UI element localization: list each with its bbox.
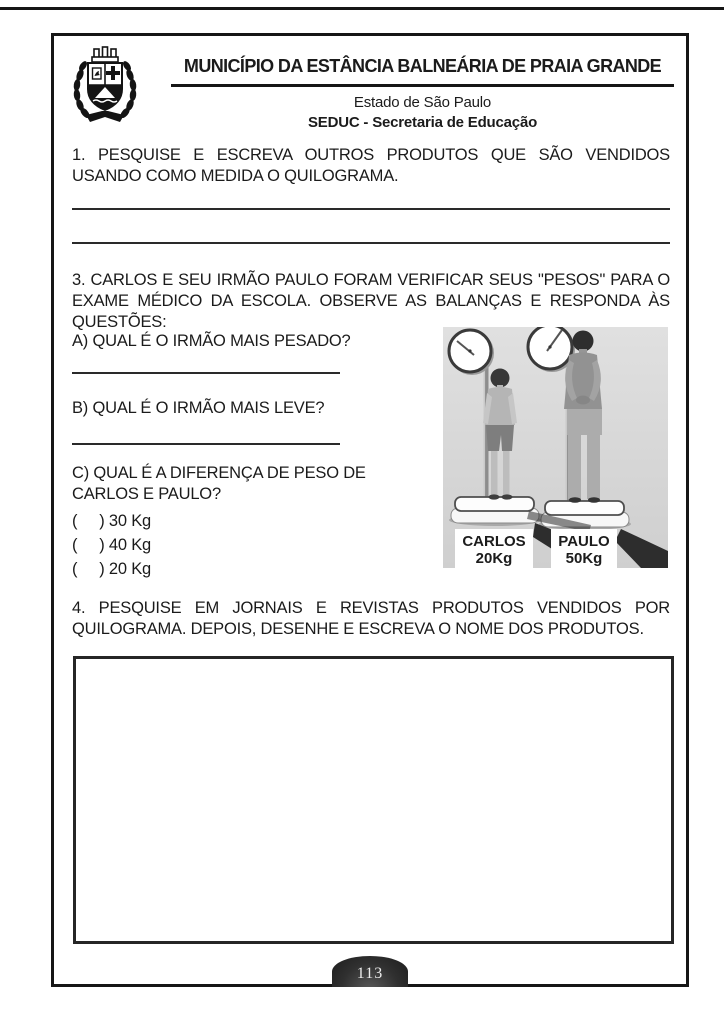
question-4-text: 4. PESQUISE EM JORNAIS E REVISTAS PRODUTOS VENDIDOS POR QUILOGRAMA. DEPOIS, DESENHE E ESCREVA O NOME DOS PRODUTOS.: [72, 599, 670, 638]
page-number: 113: [356, 965, 384, 982]
state-subtitle: Estado de São Paulo: [353, 94, 492, 111]
letterhead: [171, 56, 674, 131]
department-subtitle: SEDUC - Secretaria de Educação: [307, 114, 538, 131]
paulo-label: [551, 529, 617, 568]
question-3b-answer-line[interactable]: [72, 443, 340, 445]
option-40kg[interactable]: ( ) 40 Kg: [72, 536, 152, 554]
municipality-title: MUNICÍPIO DA ESTÂNCIA BALNEÁRIA DE PRAIA GRANDE: [171, 56, 674, 87]
question-3-text: 3. CARLOS E SEU IRMÃO PAULO FORAM VERIFICAR SEUS "PESOS" PARA O EXAME MÉDICO DA ESCOLA. OBSERVE AS BALANÇAS E RESPONDA ÀS QUESTÕES:: [72, 271, 670, 331]
question-1-answer-line-1[interactable]: [72, 208, 670, 210]
carlos-scale-dial-icon: [449, 330, 494, 375]
question-3a-text: A) QUAL É O IRMÃO MAIS PESADO?: [72, 332, 351, 350]
page-number-badge: [332, 956, 408, 987]
carlos-name-label: CARLOS: [462, 533, 526, 550]
question-3c-text: C) QUAL É A DIFERENÇA DE PESO DE CARLOS E PAULO?: [72, 464, 366, 503]
scales-illustration: [443, 327, 668, 568]
page-border-frame: [51, 33, 689, 987]
top-edge-rule: [0, 7, 724, 10]
paulo-weight-label: 50Kg: [565, 550, 603, 567]
carlos-label: [455, 529, 533, 568]
carlos-weight-label: 20Kg: [475, 550, 513, 567]
question-3b-text: B) QUAL É O IRMÃO MAIS LEVE?: [72, 399, 325, 417]
question-3a-answer-line[interactable]: [72, 372, 340, 374]
question-1-text: 1. PESQUISE E ESCREVA OUTROS PRODUTOS QUE SÃO VENDIDOS USANDO COMO MEDIDA O QUILOGRAMA.: [72, 146, 670, 185]
city-coat-of-arms-icon: [68, 45, 142, 131]
option-20kg[interactable]: ( ) 20 Kg: [72, 560, 152, 578]
option-30kg[interactable]: ( ) 30 Kg: [72, 512, 152, 530]
question-1-answer-line-2[interactable]: [72, 242, 670, 244]
question-4-drawing-box[interactable]: [73, 656, 674, 944]
carlos-scale-platform: [449, 497, 541, 526]
paulo-name-label: PAULO: [558, 533, 610, 550]
